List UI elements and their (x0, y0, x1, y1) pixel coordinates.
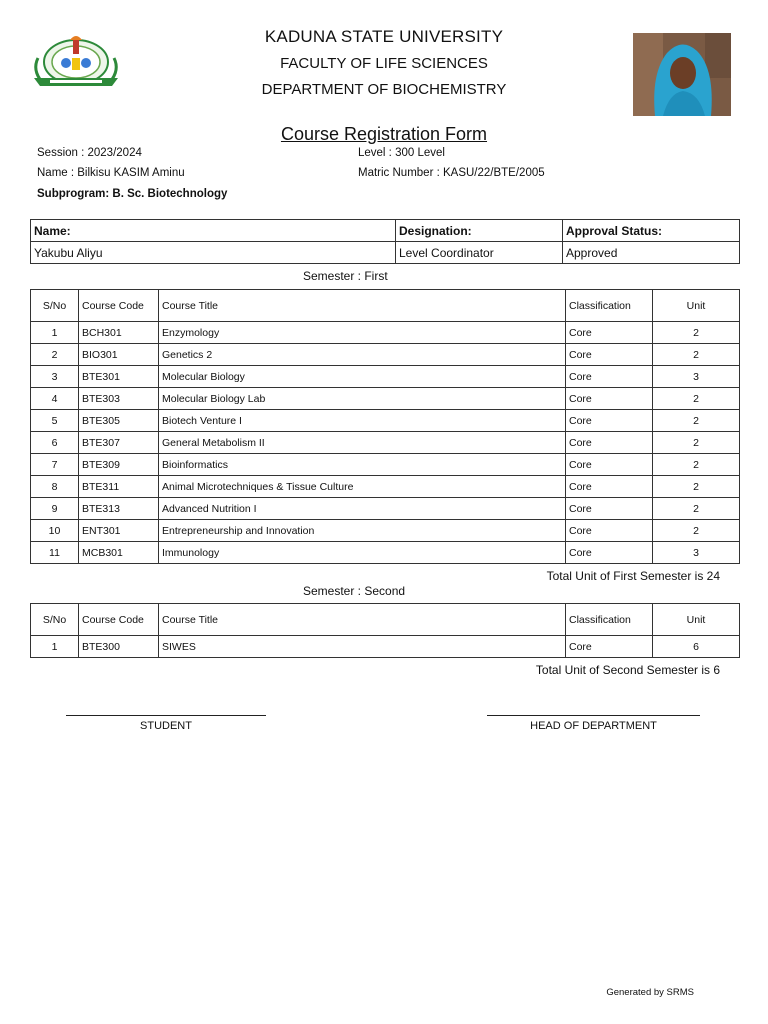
table-row (31, 344, 740, 366)
approval-header-designation: Designation: (396, 220, 563, 242)
approval-row (31, 242, 740, 264)
sno: 8 (31, 476, 79, 498)
unit: 2 (653, 410, 740, 432)
course-title: General Metabolism II (159, 432, 566, 454)
approval-header-status: Approval Status: (563, 220, 740, 242)
classification: Core (566, 432, 653, 454)
course-code: MCB301 (79, 542, 159, 564)
unit: 2 (653, 476, 740, 498)
unit: 2 (653, 498, 740, 520)
course-code: BTE301 (79, 366, 159, 388)
second-header-row (31, 604, 740, 636)
hod-signature-line (487, 715, 700, 716)
first-header-row (31, 290, 740, 322)
table-row (31, 520, 740, 542)
second-header-classification: Classification (566, 604, 653, 636)
course-title: SIWES (159, 636, 566, 658)
student-name: Name : Bilkisu KASIM Aminu (37, 167, 185, 179)
second-header-course-title: Course Title (159, 604, 566, 636)
course-code: BTE309 (79, 454, 159, 476)
classification: Core (566, 498, 653, 520)
course-title: Biotech Venture I (159, 410, 566, 432)
matric-number: Matric Number : KASU/22/BTE/2005 (358, 167, 545, 179)
course-title: Immunology (159, 542, 566, 564)
classification: Core (566, 344, 653, 366)
course-title: Animal Microtechniques & Tissue Culture (159, 476, 566, 498)
approval-table (30, 219, 740, 264)
course-code: BTE307 (79, 432, 159, 454)
classification: Core (566, 636, 653, 658)
unit: 2 (653, 388, 740, 410)
sno: 9 (31, 498, 79, 520)
first-semester-table (30, 289, 740, 564)
course-code: BTE305 (79, 410, 159, 432)
sno: 2 (31, 344, 79, 366)
unit: 2 (653, 432, 740, 454)
table-row (31, 432, 740, 454)
table-row (31, 322, 740, 344)
session-info: Session : 2023/2024 (37, 147, 142, 159)
student-signature-label: STUDENT (140, 720, 192, 732)
sno: 11 (31, 542, 79, 564)
course-title: Molecular Biology Lab (159, 388, 566, 410)
sno: 1 (31, 322, 79, 344)
course-code: BIO301 (79, 344, 159, 366)
approval-header-name: Name: (31, 220, 396, 242)
subprogram: Subprogram: B. Sc. Biotechnology (37, 188, 228, 200)
approval-status: Approved (563, 242, 740, 264)
second-semester-total: Total Unit of Second Semester is 6 (535, 663, 720, 677)
course-code: BTE303 (79, 388, 159, 410)
table-row (31, 388, 740, 410)
level-info: Level : 300 Level (358, 147, 445, 159)
first-header-unit: Unit (653, 290, 740, 322)
course-code: ENT301 (79, 520, 159, 542)
table-row (31, 476, 740, 498)
university-name: KADUNA STATE UNIVERSITY (264, 27, 504, 46)
sno: 3 (31, 366, 79, 388)
form-title: Course Registration Form (280, 124, 488, 144)
second-header-unit: Unit (653, 604, 740, 636)
unit: 2 (653, 344, 740, 366)
classification: Core (566, 410, 653, 432)
unit: 6 (653, 636, 740, 658)
classification: Core (566, 388, 653, 410)
course-title: Bioinformatics (159, 454, 566, 476)
second-header-sno: S/No (31, 604, 79, 636)
course-code: BTE311 (79, 476, 159, 498)
classification: Core (566, 366, 653, 388)
classification: Core (566, 454, 653, 476)
classification: Core (566, 542, 653, 564)
sno: 10 (31, 520, 79, 542)
footer-generated-by: Generated by SRMS (606, 987, 694, 998)
course-code: BTE300 (79, 636, 159, 658)
course-title: Advanced Nutrition I (159, 498, 566, 520)
unit: 3 (653, 366, 740, 388)
faculty-name: FACULTY OF LIFE SCIENCES (280, 55, 488, 72)
unit: 2 (653, 322, 740, 344)
table-row (31, 542, 740, 564)
classification: Core (566, 476, 653, 498)
table-row (31, 410, 740, 432)
first-header-course-code: Course Code (79, 290, 159, 322)
first-header-sno: S/No (31, 290, 79, 322)
second-semester-table (30, 603, 740, 658)
table-row (31, 498, 740, 520)
course-title: Entrepreneurship and Innovation (159, 520, 566, 542)
table-row (31, 636, 740, 658)
classification: Core (566, 322, 653, 344)
sno: 7 (31, 454, 79, 476)
course-title: Molecular Biology (159, 366, 566, 388)
approver-designation: Level Coordinator (396, 242, 563, 264)
course-title: Enzymology (159, 322, 566, 344)
first-header-course-title: Course Title (159, 290, 566, 322)
course-title: Genetics 2 (159, 344, 566, 366)
sno: 5 (31, 410, 79, 432)
unit: 3 (653, 542, 740, 564)
unit: 2 (653, 520, 740, 542)
first-header-classification: Classification (566, 290, 653, 322)
first-semester-label: Semester : First (303, 269, 388, 283)
sno: 4 (31, 388, 79, 410)
table-row (31, 366, 740, 388)
hod-signature-label: HEAD OF DEPARTMENT (530, 720, 657, 732)
second-header-course-code: Course Code (79, 604, 159, 636)
course-code: BTE313 (79, 498, 159, 520)
course-code: BCH301 (79, 322, 159, 344)
sno: 6 (31, 432, 79, 454)
sno: 1 (31, 636, 79, 658)
first-semester-total: Total Unit of First Semester is 24 (546, 569, 720, 583)
student-signature-line (66, 715, 266, 716)
department-name: DEPARTMENT OF BIOCHEMISTRY (261, 81, 507, 98)
table-row (31, 454, 740, 476)
approver-name: Yakubu Aliyu (31, 242, 396, 264)
second-semester-label: Semester : Second (303, 584, 406, 598)
unit: 2 (653, 454, 740, 476)
approval-header-row (31, 220, 740, 242)
classification: Core (566, 520, 653, 542)
